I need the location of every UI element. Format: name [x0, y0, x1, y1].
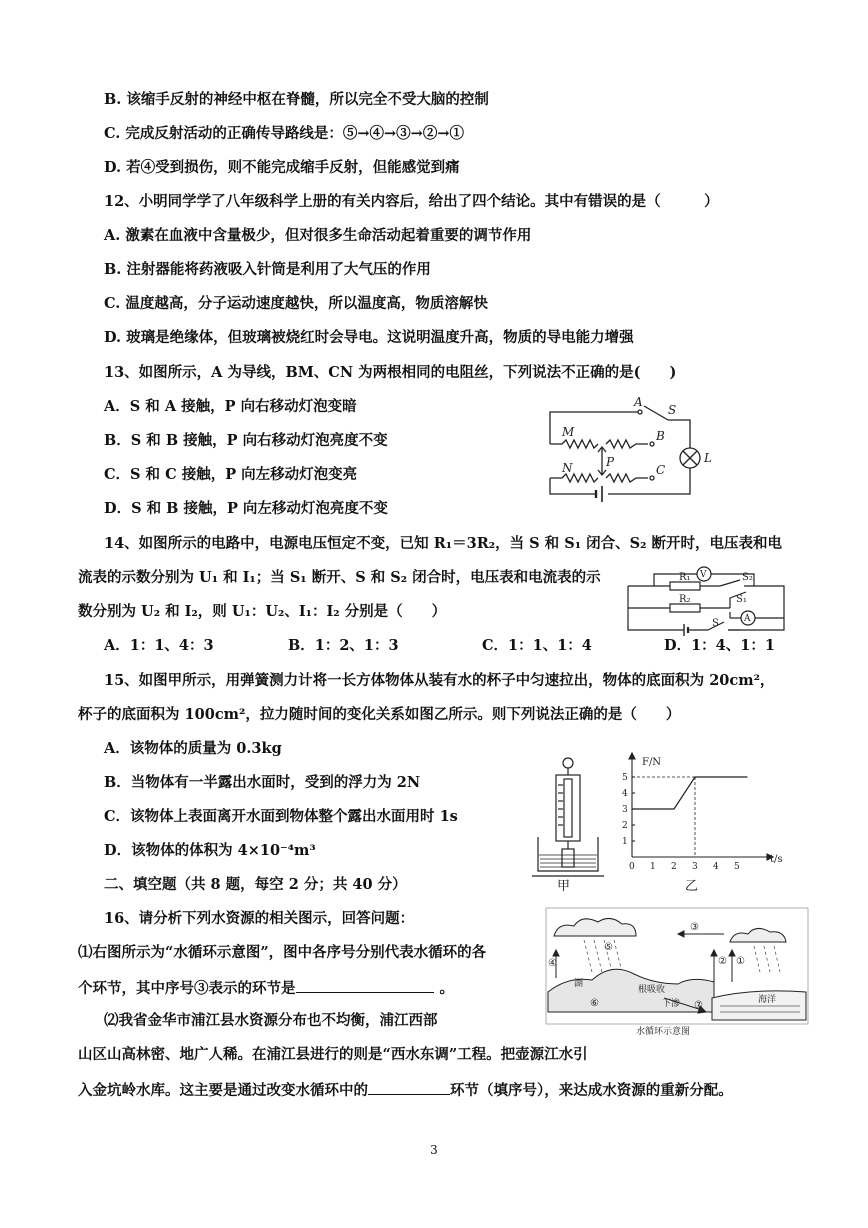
q14-label-ammeter: A [744, 614, 751, 624]
q14-option-a: A．1：1、4：3 [104, 637, 214, 654]
wc-label-lake: 湖 [574, 979, 584, 989]
chart-y-tick-label: 5 [622, 773, 628, 783]
q16-answer-blank-1[interactable] [296, 977, 434, 993]
q16-part2-line1: ⑵我省金华市浦江县水资源分布也不均衡，浦江西部 [104, 1012, 438, 1029]
q15-figure-yi-label: 乙 [685, 879, 699, 894]
q13-label-l: L [704, 451, 712, 465]
q15-spring-scale-figure [528, 755, 608, 880]
q14-stem-line2: 流表的示数分别为 U₁ 和 I₁；当 S₁ 断开、S 和 S₂ 闭合时，电压表和电流表的示 [78, 569, 601, 586]
q13-label-m: M [562, 425, 575, 439]
chart-y-tick-label: 1 [622, 837, 628, 847]
chart-ylabel: F/N [642, 757, 662, 768]
q13-option-d: D．S 和 B 接触，P 向左移动灯泡亮度不变 [104, 500, 388, 517]
q14-label-r2: R₂ [679, 594, 691, 605]
q15-stem-line1: 15、如图甲所示，用弹簧测力计将一长方体物体从装有水的杯子中匀速拉出，物体的底面积为 20cm²， [104, 672, 775, 689]
q11-option-c: C. 完成反射活动的正确传导路线是：⑤→④→③→②→① [104, 125, 464, 142]
chart-x-tick-label: 3 [692, 862, 698, 872]
q16-stem: 16、请分析下列水资源的相关图示，回答问题： [104, 910, 415, 927]
q14-option-c: C．1：1、1：4 [482, 637, 592, 654]
q14-label-s1: S₁ [736, 594, 747, 605]
wc-label-ocean: 海洋 [758, 995, 777, 1005]
wc-label-5: ⑤ [604, 942, 613, 953]
q11-option-b: B. 该缩手反射的神经中枢在脊髓，所以完全不受大脑的控制 [104, 91, 489, 108]
chart-y-tick-label: 2 [622, 821, 628, 831]
q16-part1-line1: ⑴右图所示为“水循环示意图”，图中各序号分别代表水循环的各 [78, 944, 487, 961]
chart-series-line [632, 777, 748, 809]
q13-label-n: N [562, 461, 573, 475]
q15-stem-line2: 杯子的底面积为 100cm²，拉力随时间的变化关系如图乙所示。则下列说法正确的是（ ） [78, 706, 681, 723]
wc-label-1: ① [736, 956, 745, 967]
q16-part1-line2 [78, 977, 454, 999]
q13-option-c: C．S 和 C 接触，P 向左移动灯泡变亮 [104, 466, 358, 483]
wc-caption: 水循环示意图 [636, 1027, 691, 1037]
q12-option-a: A. 激素在血液中含量极少，但对很多生命活动起着重要的调节作用 [104, 227, 532, 244]
q15-figure-jia-label: 甲 [557, 879, 571, 894]
wc-label-root: 根吸收 [638, 985, 666, 995]
q15-option-b: B．当物体有一半露出水面时，受到的浮力为 2N [104, 774, 421, 791]
wc-label-4: ④ [548, 958, 557, 969]
chart-x-tick-label: 0 [629, 862, 635, 872]
q15-option-c: C．该物体上表面离开水面到物体整个露出水面用时 1s [104, 808, 458, 825]
q13-option-b: B．S 和 B 接触，P 向右移动灯泡亮度不变 [104, 432, 388, 449]
q14-label-r1: R₁ [679, 572, 691, 583]
wc-label-6: ⑥ [590, 998, 599, 1009]
q14-option-d: D．1：4、1：1 [664, 637, 775, 654]
q14-label-s: S [712, 618, 719, 629]
q11-option-d: D. 若④受到损伤，则不能完成缩手反射，但能感觉到痛 [104, 159, 460, 176]
q16-part1-text: 个环节，其中序号③表示的环节是 [78, 980, 296, 997]
wc-label-2: ② [718, 956, 727, 967]
q13-option-a: A．S 和 A 接触，P 向右移动灯泡变暗 [104, 398, 357, 415]
q12-option-b: B. 注射器能将药液吸入针筒是利用了大气压的作用 [104, 261, 431, 278]
section-2-title: 二、填空题（共 8 题，每空 2 分；共 40 分） [104, 876, 407, 893]
q16-water-cycle-figure [544, 906, 810, 1036]
q16-part2-line2: 山区山高林密、地广人稀。在浦江县进行的则是“西水东调”工程。把壶源江水引 [78, 1046, 588, 1063]
q13-label-a: A [634, 395, 643, 409]
chart-xlabel: t/s [770, 854, 783, 865]
chart-x-tick-label: 1 [650, 862, 656, 872]
q13-circuit-figure [540, 395, 720, 506]
chart-x-tick-label: 4 [713, 862, 719, 872]
q14-options [0, 636, 868, 656]
q16-answer-blank-2[interactable] [368, 1079, 450, 1095]
q16-part2-end: 环节（填序号），来达成水资源的重新分配。 [450, 1082, 733, 1099]
q12-stem: 12、小明同学学了八年级科学上册的有关内容后，给出了四个结论。其中有错误的是（ ） [104, 193, 719, 210]
q13-stem: 13、如图所示，A 为导线，BM、CN 为两根相同的电阻丝，下列说法不正确的是( ) [104, 364, 677, 381]
q15-option-d: D．该物体的体积为 4×10⁻⁴m³ [104, 842, 316, 859]
q13-label-b: B [656, 429, 665, 443]
wc-label-7: ⑦ [694, 1000, 703, 1011]
q16-part1-end: 。 [439, 980, 454, 997]
q14-label-s2: S₂ [742, 572, 753, 583]
q14-circuit-figure [624, 566, 794, 636]
q15-force-time-chart [610, 755, 800, 875]
wc-label-3: ③ [690, 922, 699, 933]
q16-part2-line3 [78, 1079, 733, 1101]
q15-option-a: A．该物体的质量为 0.3kg [104, 740, 282, 757]
q12-option-c: C. 温度越高，分子运动速度越快，所以温度高，物质溶解快 [104, 295, 488, 312]
chart-y-tick-label: 3 [622, 805, 628, 815]
q13-label-p: P [606, 455, 615, 469]
chart-x-tick-label: 5 [734, 862, 740, 872]
q14-stem-line3: 数分别为 U₂ 和 I₂，则 U₁：U₂、I₁：I₂ 分别是（ ） [78, 603, 447, 620]
q14-option-b: B．1：2、1：3 [288, 637, 399, 654]
q13-label-s: S [668, 403, 677, 417]
page-number: 3 [430, 1143, 438, 1157]
chart-y-arrow [629, 753, 635, 759]
q14-label-v: V [700, 570, 707, 580]
q14-stem-line1: 14、如图所示的电路中，电源电压恒定不变，已知 R₁＝3R₂，当 S 和 S₁ 闭合、S₂ 断开时，电压表和电 [104, 535, 782, 552]
q13-label-c: C [656, 463, 666, 477]
chart-x-tick-label: 2 [671, 862, 677, 872]
q12-option-d: D. 玻璃是绝缘体，但玻璃被烧红时会导电。这说明温度升高，物质的导电能力增强 [104, 329, 634, 346]
q16-part2-text: 入金坑岭水库。这主要是通过改变水循环中的 [78, 1082, 368, 1099]
wc-label-seep: 下渗 [662, 999, 681, 1009]
chart-y-tick-label: 4 [622, 789, 628, 799]
